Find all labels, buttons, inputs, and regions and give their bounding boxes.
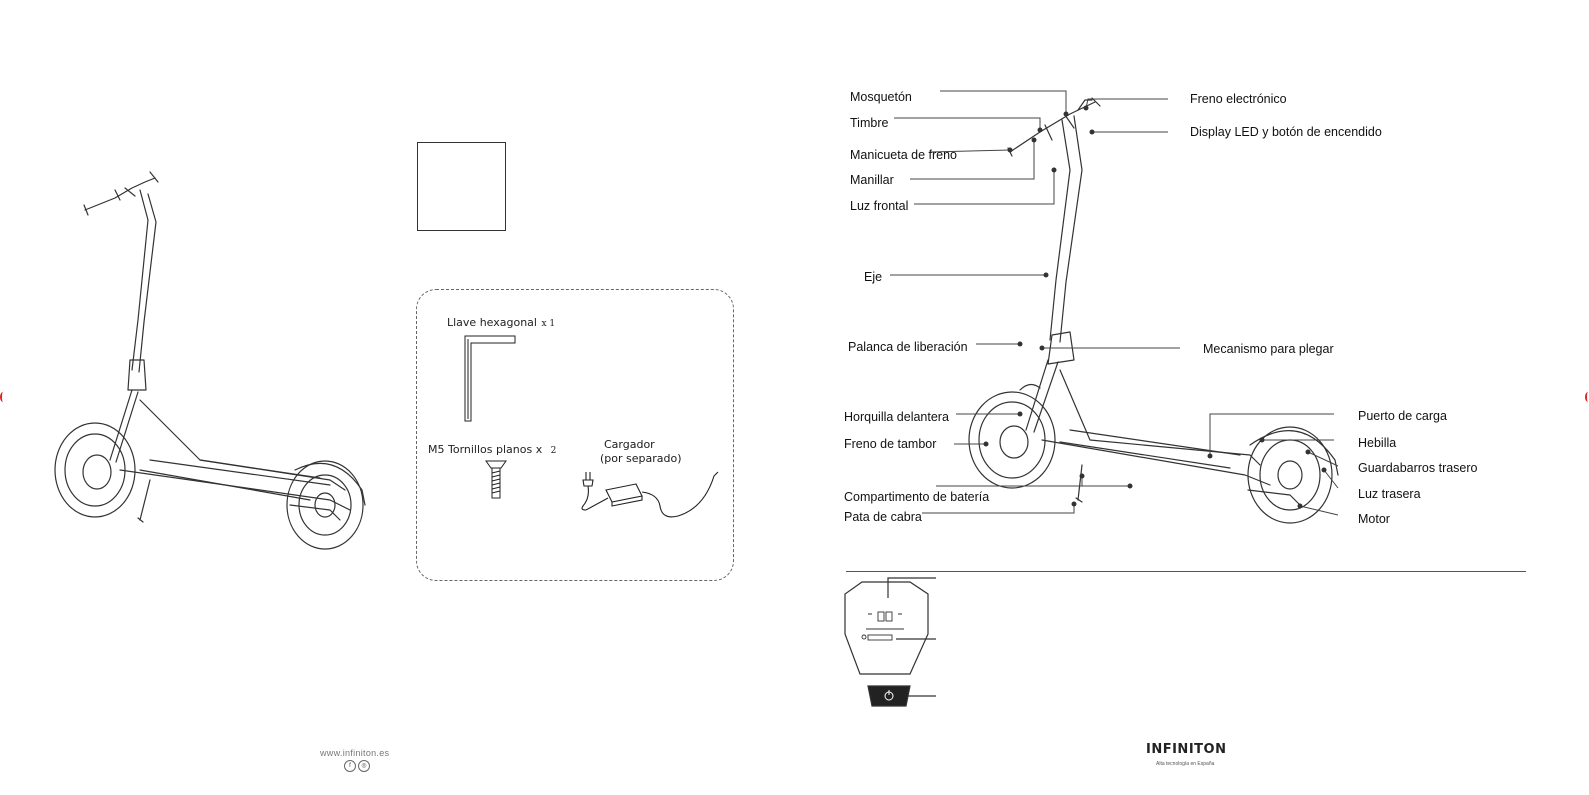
label-puerto: Puerto de carga [1358,409,1447,423]
screws-name: M5 Tornillos planos x [428,443,543,456]
label-horquilla: Horquilla delantera [844,410,949,424]
brand-logo: INFINITON [1146,742,1227,757]
label-freno-electronico: Freno electrónico [1190,92,1287,106]
instagram-icon[interactable]: ◎ [358,760,370,772]
screws-qty: 2 [550,446,557,456]
label-motor: Motor [1358,512,1390,526]
label-hebilla: Hebilla [1358,436,1397,450]
screw-icon [484,458,508,500]
hex-key-icon [460,333,520,423]
power-icon[interactable] [870,688,910,708]
label-luz-trasera: Luz trasera [1358,487,1421,501]
hex-key-label [447,313,555,331]
facebook-icon[interactable]: f [344,760,356,772]
label-manillar: Manillar [850,173,894,187]
label-plegar: Mecanismo para plegar [1203,342,1334,356]
label-bateria: Compartimento de batería [844,490,990,504]
callout-lines [830,70,1589,550]
page-edge-mark-left [0,392,6,402]
charger-icon [578,468,728,528]
website-url[interactable]: www.infiniton.es [320,748,390,758]
label-mosqueton: Mosquetón [850,90,912,104]
label-guardabarros: Guardabarros trasero [1358,461,1478,475]
section-divider [846,571,1526,572]
brand-slogan: Alta tecnología en España [1156,761,1215,767]
label-pata: Pata de cabra [844,510,922,524]
label-luz-frontal: Luz frontal [850,199,909,213]
charger-title: Cargador [604,438,655,451]
charger-note: (por separado) [600,452,682,465]
label-maneta: Manicueta de freno [850,148,958,162]
screws-label [428,440,556,458]
label-freno-tambor: Freno de tambor [844,437,937,451]
blank-placeholder-box [417,142,506,231]
hex-key-qty: x 1 [541,319,556,329]
label-timbre: Timbre [850,116,889,130]
label-display: Display LED y botón de encendido [1190,125,1382,139]
hex-key-name: Llave hexagonal [447,316,537,329]
label-eje: Eje [864,270,883,284]
label-palanca: Palanca de liberación [848,340,968,354]
scooter-illustration-left [40,160,440,720]
